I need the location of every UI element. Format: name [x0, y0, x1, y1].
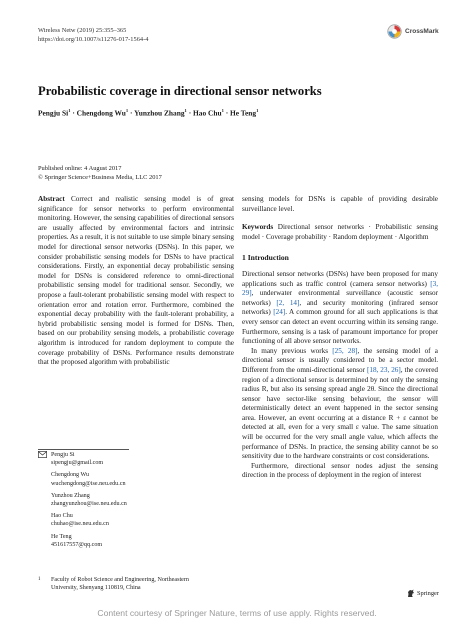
- author-affil-mark: 1: [125, 108, 129, 113]
- paper-title: Probabilistic coverage in directional sensor networks: [38, 84, 322, 98]
- intro-paragraph-1: [242, 270, 438, 347]
- abstract-continued: sensing models for DSNs is capable of providing desirable surveillance level.: [242, 195, 438, 213]
- intro-text: , the covered region of a directional sensor is determined by not only the sensing radius R, but also its sensing spread angle 2θ. Since the directional sensor have sector-like sensing behaviour, the sensor will deterministically detect an event happened in the sector sensing area. However, an event occurring at a distance R + ε cannot be detected at all, even for a very small ε value. The same situation will be occurred for the very small angle value, which affects the performance of DSNs. In practice, the sensing ability cannot be so sensitivity due to the hardware constraints or cost considerations.: [242, 365, 439, 461]
- keywords-text: Directional sensor networks · Probabilistic sensing model · Coverage probability · Random deployment · Algorithm: [242, 223, 439, 241]
- journal-citation: Wireless Netw (2019) 25:355–365: [38, 27, 127, 34]
- section-heading-introduction: 1 Introduction: [242, 253, 289, 263]
- doi-link[interactable]: https://doi.org/10.1007/s11276-017-1564-4: [38, 36, 149, 43]
- corresponding-author: [38, 451, 127, 467]
- contact-email[interactable]: chuhao@ise.neu.edu.cn: [51, 521, 109, 528]
- abstract: [38, 195, 234, 368]
- author-name[interactable]: He Teng: [230, 108, 257, 118]
- copyright-notice: © Springer Science+Business Media, LLC 2017: [38, 173, 162, 181]
- publication-info: [38, 165, 162, 182]
- author-affil-mark: 1: [68, 108, 71, 113]
- author-list: [38, 108, 258, 117]
- citation-link[interactable]: [2, 14]: [276, 298, 300, 307]
- contact-email[interactable]: wuchengdong@ise.neu.edu.cn: [51, 480, 126, 487]
- abstract-label: Abstract: [38, 195, 65, 203]
- contact-email[interactable]: 451617557@qq.com: [51, 541, 103, 548]
- publisher-logo: [407, 589, 439, 598]
- left-column: [38, 195, 234, 368]
- author-separator: ·: [128, 108, 135, 118]
- intro-text: , underwater environmental surveillance (acoustic sensor networks): [242, 289, 438, 307]
- author-separator: ·: [70, 108, 77, 118]
- journal-header: [38, 26, 148, 44]
- intro-paragraph-2: [242, 347, 438, 462]
- author-affil-mark: 1: [184, 108, 187, 113]
- contact-name: Chengdong Wu: [51, 472, 90, 479]
- affiliation-mark: 1: [38, 577, 41, 582]
- intro-text: , and security monitoring (infrared sensor networks): [242, 298, 438, 317]
- abstract-text: Correct and realistic sensing model is of great significance for sensor networks to perform environmental monitoring. However, the sensing capabilities of directional sensors are usually affected by environmental factors and intrinsic properties. As a result, it is not suitable to use simple binary sensing model for directional sensor networks (DSNs). In this paper, we consider probabilistic sensing models for DSNs to have practical considerations. Firstly, an exponential decay probabilistic sensing model for DSNs is considered reference to omni-directional probabilistic sensing model for traditional sensor. Secondly, we propose a fault-tolerant probabilistic sensing model with respect to orientation error and rotation error. Furthermore, combined the exponential decay probability with the fault-tolerant probability, a hybrid probabilistic sensing model is formed for DSNs. Then, based on our probability sensing models, a probabilistic coverage algorithm is introduced for random deployment to compute the coverage probability of DSNs. Performance results demonstrate that the proposed algorithm with probabilistic: [38, 195, 235, 367]
- intro-text: , the sensing model of a directional sensor is usually considered to be a sector model. Different from the omni-directional sensor: [242, 346, 438, 374]
- citation-link[interactable]: [18, 23, 26]: [366, 365, 401, 374]
- envelope-icon: [38, 451, 51, 467]
- author-affil-mark: 1: [221, 108, 224, 113]
- citation-link[interactable]: [24]: [273, 308, 286, 317]
- contact-entry: [38, 533, 127, 549]
- publisher-name: Springer: [417, 590, 440, 597]
- author-separator: ·: [223, 108, 231, 118]
- author-name[interactable]: Chengdong Wu: [76, 108, 126, 118]
- author-name[interactable]: Yunzhou Zhang: [134, 108, 185, 118]
- crossmark-label: CrossMark: [405, 28, 439, 35]
- contact-entry: [38, 512, 127, 528]
- citation-link[interactable]: [3, 29]: [242, 279, 438, 298]
- contact-email[interactable]: sipengju@gmail.com: [51, 460, 104, 467]
- right-column: [242, 195, 438, 481]
- author-contacts: [38, 451, 127, 549]
- intro-text: In many previous works: [251, 346, 333, 355]
- crossmark-badge[interactable]: [387, 24, 439, 39]
- author-separator: ·: [186, 108, 194, 118]
- footer-notice: Content courtesy of Springer Nature, terms of use apply. Rights reserved.: [97, 608, 377, 618]
- affiliation-line: Faculty of Robot Science and Engineering, Northeastern: [51, 577, 189, 583]
- affiliation: [38, 576, 189, 592]
- citation-link[interactable]: [25, 28]: [332, 346, 358, 355]
- intro-paragraph-3: Furthermore, directional sensor nodes adjust the sensing direction in the process of deployment in the region of interest: [242, 461, 438, 480]
- author-name[interactable]: Hao Chu: [193, 108, 222, 118]
- contact-email[interactable]: zhangyunzhou@ise.neu.edu.cn: [51, 501, 127, 508]
- crossmark-icon: [387, 24, 402, 39]
- affiliation-line: University, Shenyang 110819, China: [51, 585, 141, 592]
- intro-text: Directional sensor networks (DSNs) have been proposed for many applications such as traffic control (camera sensor networks): [242, 269, 438, 288]
- contact-name: Yunzhou Zhang: [51, 492, 90, 499]
- published-date: Published online: 4 August 2017: [38, 165, 122, 172]
- keywords-label: Keywords: [242, 223, 274, 232]
- footnote-divider: [38, 449, 129, 450]
- keywords: [242, 223, 438, 242]
- author-name[interactable]: Pengju Si: [38, 108, 69, 118]
- contact-name: He Teng: [51, 533, 72, 540]
- author-affil-mark: 1: [256, 108, 259, 113]
- contact-name: Hao Chu: [51, 513, 73, 520]
- contact-name: Pengju Si: [51, 452, 75, 458]
- springer-horse-icon: [407, 589, 415, 598]
- contact-entry: [38, 471, 127, 487]
- contact-entry: [38, 492, 127, 508]
- intro-text: . A common ground for all such applications is that every sensor can detect an event occurring within its sensing range. Furthermore, sensing is a task of paramount importance for proper functioning of all above sensor networks.: [242, 308, 439, 346]
